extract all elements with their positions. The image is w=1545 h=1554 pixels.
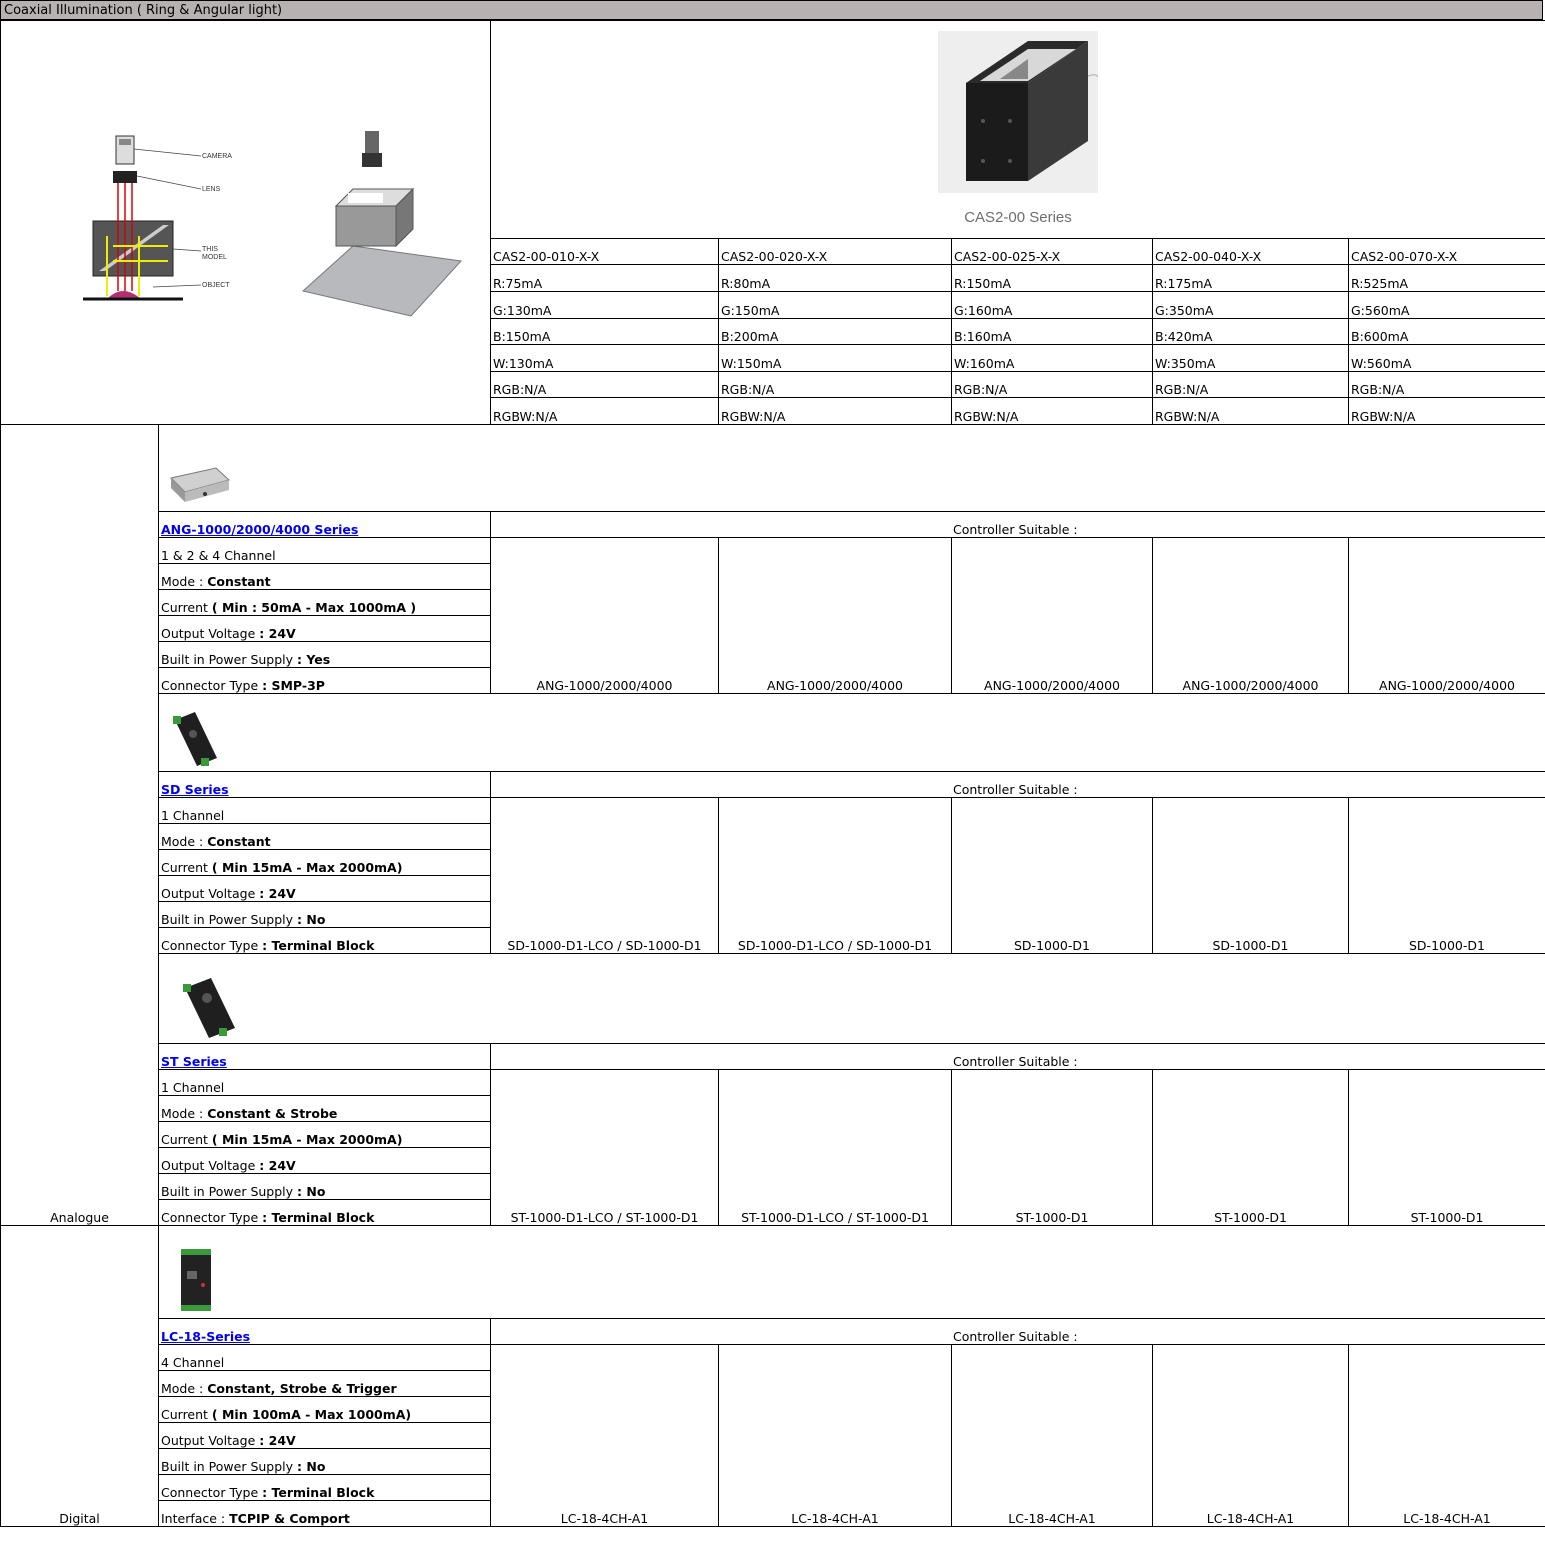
- camera-render-icon: [365, 131, 379, 153]
- model-cell: CAS2-00-025-X-X: [952, 238, 1153, 265]
- spec-cell: RGB:N/A: [952, 371, 1153, 398]
- suitable-cell: LC-18-4CH-A1: [1153, 1345, 1349, 1527]
- spec-cell: W:130mA: [491, 345, 719, 372]
- suitable-cell: LC-18-4CH-A1: [1349, 1345, 1545, 1527]
- spec-cell: RGBW:N/A: [491, 398, 719, 425]
- suitable-cell: ANG-1000/2000/4000: [1349, 538, 1545, 694]
- spec-cell: RGBW:N/A: [719, 398, 952, 425]
- controller-spec: Mode : Constant: [159, 824, 491, 850]
- spec-cell: B:600mA: [1349, 318, 1545, 345]
- sd-controller-image: [161, 708, 231, 768]
- lens-icon: [113, 171, 137, 183]
- controller-spec: Connector Type : Terminal Block: [159, 1200, 491, 1226]
- controller-spec: Connector Type : Terminal Block: [159, 1475, 491, 1501]
- spec-cell: W:150mA: [719, 345, 952, 372]
- spec-cell: W:560mA: [1349, 345, 1545, 372]
- suitable-cell: SD-1000-D1-LCO / SD-1000-D1: [719, 798, 952, 954]
- suitable-cell: ST-1000-D1-LCO / ST-1000-D1: [491, 1070, 719, 1226]
- controller-suitable-label: Controller Suitable :: [491, 1319, 1545, 1345]
- svg-text:CAMERA: CAMERA: [202, 153, 232, 160]
- controller-spec: Output Voltage : 24V: [159, 616, 491, 642]
- controller-spec: Output Voltage : 24V: [159, 1148, 491, 1174]
- suitable-cell: LC-18-4CH-A1: [952, 1345, 1153, 1527]
- lc18-controller-image: [161, 1245, 231, 1315]
- controller-link-ang[interactable]: ANG-1000/2000/4000 Series: [159, 512, 491, 538]
- controller-spec: 1 Channel: [159, 1070, 491, 1096]
- model-cell: CAS2-00-010-X-X: [491, 238, 719, 265]
- controller-spec: 1 & 2 & 4 Channel: [159, 538, 491, 564]
- light-box-icon: [336, 206, 396, 246]
- spec-cell: B:160mA: [952, 318, 1153, 345]
- product-image-cell: [491, 21, 1545, 239]
- spec-cell: G:160mA: [952, 292, 1153, 319]
- controller-suitable-label: Controller Suitable :: [491, 1044, 1545, 1070]
- model-cell: CAS2-00-070-X-X: [1349, 238, 1545, 265]
- spec-cell: RGB:N/A: [1153, 371, 1349, 398]
- suitable-cell: ANG-1000/2000/4000: [491, 538, 719, 694]
- suitable-cell: SD-1000-D1: [1349, 798, 1545, 954]
- controller-spec: Output Voltage : 24V: [159, 1423, 491, 1449]
- coaxial-diagram: [3, 21, 489, 421]
- spec-cell: W:350mA: [1153, 345, 1349, 372]
- spec-cell: R:80mA: [719, 265, 952, 292]
- spec-cell: R:175mA: [1153, 265, 1349, 292]
- svg-text:OBJECT: OBJECT: [202, 282, 230, 289]
- suitable-cell: LC-18-4CH-A1: [719, 1345, 952, 1527]
- spec-cell: RGBW:N/A: [1153, 398, 1349, 425]
- sheet-title: Coaxial Illumination ( Ring & Angular light): [0, 0, 1543, 20]
- spec-cell: R:75mA: [491, 265, 719, 292]
- model-cell: CAS2-00-040-X-X: [1153, 238, 1349, 265]
- series-caption: CAS2-00 Series: [964, 208, 1072, 226]
- spec-cell: G:150mA: [719, 292, 952, 319]
- spec-cell: G:130mA: [491, 292, 719, 319]
- suitable-cell: ANG-1000/2000/4000: [1153, 538, 1349, 694]
- spec-table: [0, 20, 1545, 1527]
- controller-spec: 1 Channel: [159, 798, 491, 824]
- illustration-cell: [1, 21, 491, 425]
- spec-cell: B:150mA: [491, 318, 719, 345]
- spec-cell: RGBW:N/A: [952, 398, 1153, 425]
- group-analogue: Analogue: [1, 425, 159, 1226]
- controller-spec: Current ( Min 100mA - Max 1000mA): [159, 1397, 491, 1423]
- controller-spec: Built in Power Supply : Yes: [159, 642, 491, 668]
- spec-cell: RGBW:N/A: [1349, 398, 1545, 425]
- spec-cell: B:420mA: [1153, 318, 1349, 345]
- ang-controller-image: [161, 458, 231, 508]
- spec-cell: R:525mA: [1349, 265, 1545, 292]
- controller-spec: 4 Channel: [159, 1345, 491, 1371]
- controller-image-cell: [159, 694, 1545, 772]
- controller-spec: Interface : TCPIP & Comport: [159, 1501, 491, 1527]
- suitable-cell: ANG-1000/2000/4000: [719, 538, 952, 694]
- suitable-cell: ST-1000-D1: [1153, 1070, 1349, 1226]
- controller-image-cell: [159, 954, 1545, 1044]
- controller-link-st[interactable]: ST Series: [159, 1044, 491, 1070]
- suitable-cell: SD-1000-D1-LCO / SD-1000-D1: [491, 798, 719, 954]
- spec-cell: W:160mA: [952, 345, 1153, 372]
- suitable-cell: LC-18-4CH-A1: [491, 1345, 719, 1527]
- svg-text:THIS: THIS: [202, 246, 218, 253]
- controller-spec: Mode : Constant: [159, 564, 491, 590]
- controller-spec: Mode : Constant & Strobe: [159, 1096, 491, 1122]
- controller-spec: Built in Power Supply : No: [159, 1174, 491, 1200]
- controller-suitable-label: Controller Suitable :: [491, 772, 1545, 798]
- cas2-product-image: [938, 31, 1098, 201]
- controller-spec: Current ( Min : 50mA - Max 1000mA ): [159, 590, 491, 616]
- suitable-cell: SD-1000-D1: [952, 798, 1153, 954]
- suitable-cell: ANG-1000/2000/4000: [952, 538, 1153, 694]
- spec-cell: G:350mA: [1153, 292, 1349, 319]
- suitable-cell: ST-1000-D1: [952, 1070, 1153, 1226]
- controller-image-cell: [159, 1226, 1545, 1319]
- controller-spec: Connector Type : Terminal Block: [159, 928, 491, 954]
- svg-text:MODEL: MODEL: [202, 254, 227, 261]
- spec-cell: RGB:N/A: [491, 371, 719, 398]
- controller-spec: Current ( Min 15mA - Max 2000mA): [159, 850, 491, 876]
- suitable-cell: SD-1000-D1: [1153, 798, 1349, 954]
- controller-spec: Mode : Constant, Strobe & Trigger: [159, 1371, 491, 1397]
- controller-image-cell: [159, 425, 1545, 512]
- controller-link-lc18[interactable]: LC-18-Series: [159, 1319, 491, 1345]
- spec-cell: G:560mA: [1349, 292, 1545, 319]
- spec-cell: B:200mA: [719, 318, 952, 345]
- controller-link-sd[interactable]: SD Series: [159, 772, 491, 798]
- suitable-cell: ST-1000-D1-LCO / ST-1000-D1: [719, 1070, 952, 1226]
- st-controller-image: [161, 970, 251, 1040]
- spec-cell: RGB:N/A: [719, 371, 952, 398]
- controller-spec: Built in Power Supply : No: [159, 1449, 491, 1475]
- controller-spec: Built in Power Supply : No: [159, 902, 491, 928]
- spec-cell: RGB:N/A: [1349, 371, 1545, 398]
- svg-text:LENS: LENS: [202, 186, 221, 193]
- base-plate-icon: [303, 246, 461, 316]
- controller-spec: Output Voltage : 24V: [159, 876, 491, 902]
- group-digital: Digital: [1, 1226, 159, 1527]
- model-cell: CAS2-00-020-X-X: [719, 238, 952, 265]
- controller-spec: Current ( Min 15mA - Max 2000mA): [159, 1122, 491, 1148]
- controller-suitable-label: Controller Suitable :: [491, 512, 1545, 538]
- suitable-cell: ST-1000-D1: [1349, 1070, 1545, 1226]
- controller-spec: Connector Type : SMP-3P: [159, 668, 491, 694]
- spec-cell: R:150mA: [952, 265, 1153, 292]
